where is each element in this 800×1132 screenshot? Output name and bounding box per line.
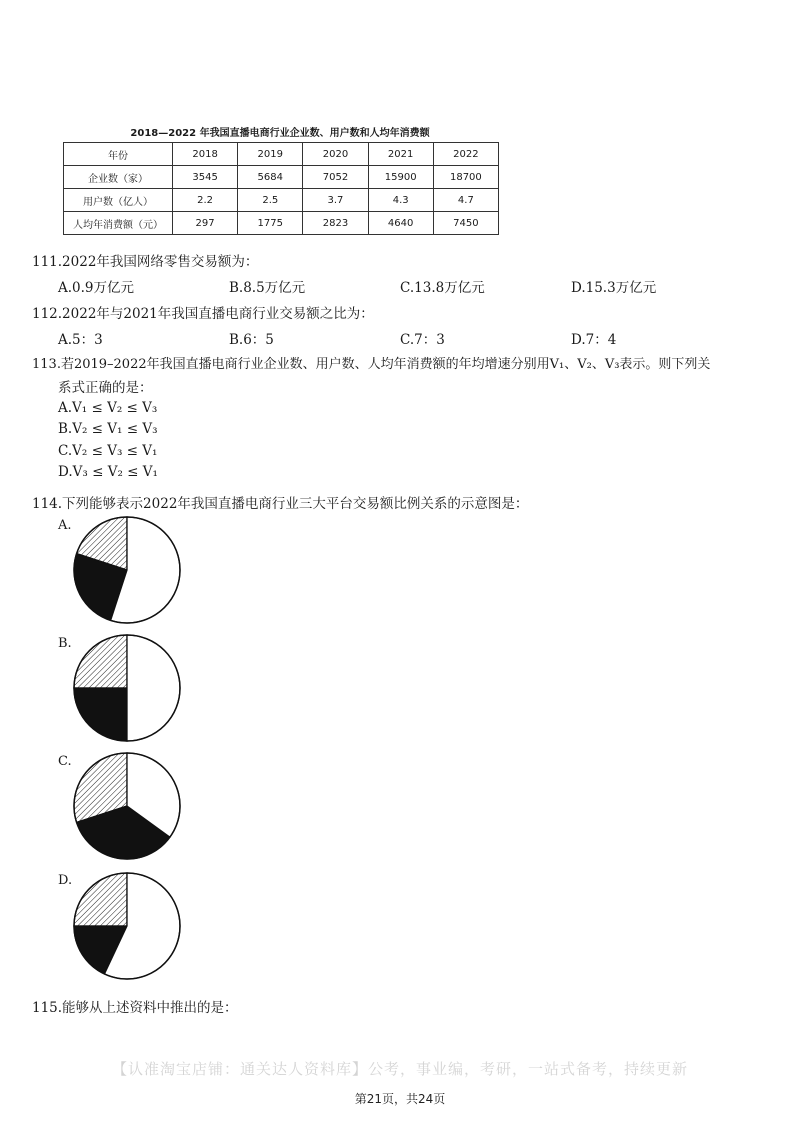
table-cell: 15900 — [368, 166, 433, 189]
table-header-cell: 2021 — [368, 143, 433, 166]
q111-option-d[interactable]: D.15.3万亿元 — [571, 280, 657, 296]
watermark: 【认准淘宝店铺：通关达人资料库】公考，事业编，考研，一站式备考，持续更新 — [111, 1060, 688, 1078]
question-111-stem: 111.2022年我国网络零售交易额为： — [32, 254, 259, 270]
question-113-stem: 113.若2019–2022年我国直播电商行业企业数、用户数、人均年消费额的年均增速分别用V₁、V₂、V₃表示。则下列关 — [32, 357, 711, 372]
table-cell: 4.3 — [368, 189, 433, 212]
data-table — [63, 142, 499, 235]
table-row — [64, 166, 499, 189]
table-cell: 2.2 — [173, 189, 238, 212]
q114-option-b-label[interactable]: B. — [58, 636, 72, 651]
q112-option-a[interactable]: A.5：3 — [58, 332, 103, 348]
q111-option-b[interactable]: B.8.5万亿元 — [229, 280, 306, 296]
pie-chart-a[interactable] — [71, 514, 183, 626]
table-cell: 4.7 — [433, 189, 498, 212]
table-cell: 18700 — [433, 166, 498, 189]
table-header-cell: 2018 — [173, 143, 238, 166]
question-113-stem-cont: 系式正确的是： — [58, 380, 153, 396]
q113-option-c[interactable]: C.V₂ ≤ V₃ ≤ V₁ — [58, 443, 158, 459]
q111-option-c[interactable]: C.13.8万亿元 — [400, 280, 485, 296]
table-cell: 5684 — [238, 166, 303, 189]
table-title: 2018—2022 年我国直播电商行业企业数、用户数和人均年消费额 — [130, 128, 430, 139]
table-row — [64, 212, 499, 235]
pie-chart-b[interactable] — [71, 632, 183, 744]
q113-option-b[interactable]: B.V₂ ≤ V₁ ≤ V₃ — [58, 421, 158, 437]
table-header-cell: 2022 — [433, 143, 498, 166]
q112-option-b[interactable]: B.6：5 — [229, 332, 274, 348]
q114-option-c-label[interactable]: C. — [58, 754, 72, 769]
table-cell: 3545 — [173, 166, 238, 189]
table-cell: 297 — [173, 212, 238, 235]
table-cell: 7450 — [433, 212, 498, 235]
question-114-stem: 114.下列能够表示2022年我国直播电商行业三大平台交易额比例关系的示意图是： — [32, 496, 529, 512]
table-row-label: 企业数（家） — [64, 166, 173, 189]
pie-chart-c[interactable] — [71, 750, 183, 862]
table-row-label: 人均年消费额（元） — [64, 212, 173, 235]
table-header-row — [64, 143, 499, 166]
table-row-label: 用户数（亿人） — [64, 189, 173, 212]
q113-option-d[interactable]: D.V₃ ≤ V₂ ≤ V₁ — [58, 464, 158, 480]
q112-option-c[interactable]: C.7：3 — [400, 332, 445, 348]
table-cell: 7052 — [303, 166, 368, 189]
table-cell: 1775 — [238, 212, 303, 235]
table-cell: 4640 — [368, 212, 433, 235]
table-header-cell: 2020 — [303, 143, 368, 166]
table-cell: 3.7 — [303, 189, 368, 212]
table-cell: 2.5 — [238, 189, 303, 212]
page-footer: 第21页，共24页 — [354, 1092, 446, 1106]
table-row — [64, 189, 499, 212]
table-header-cell: 2019 — [238, 143, 303, 166]
table-header-cell: 年份 — [64, 143, 173, 166]
q114-option-d-label[interactable]: D. — [58, 873, 73, 888]
pie-slice-white — [127, 635, 180, 741]
table-cell: 2823 — [303, 212, 368, 235]
question-115-stem: 115.能够从上述资料中推出的是： — [32, 1000, 238, 1016]
pie-chart-d[interactable] — [71, 870, 183, 982]
q114-option-a-label[interactable]: A. — [58, 518, 72, 533]
question-112-stem: 112.2022年与2021年我国直播电商行业交易额之比为： — [32, 306, 374, 322]
q113-option-a[interactable]: A.V₁ ≤ V₂ ≤ V₃ — [58, 400, 158, 416]
q111-option-a[interactable]: A.0.9万亿元 — [58, 280, 135, 296]
q112-option-d[interactable]: D.7：4 — [571, 332, 617, 348]
